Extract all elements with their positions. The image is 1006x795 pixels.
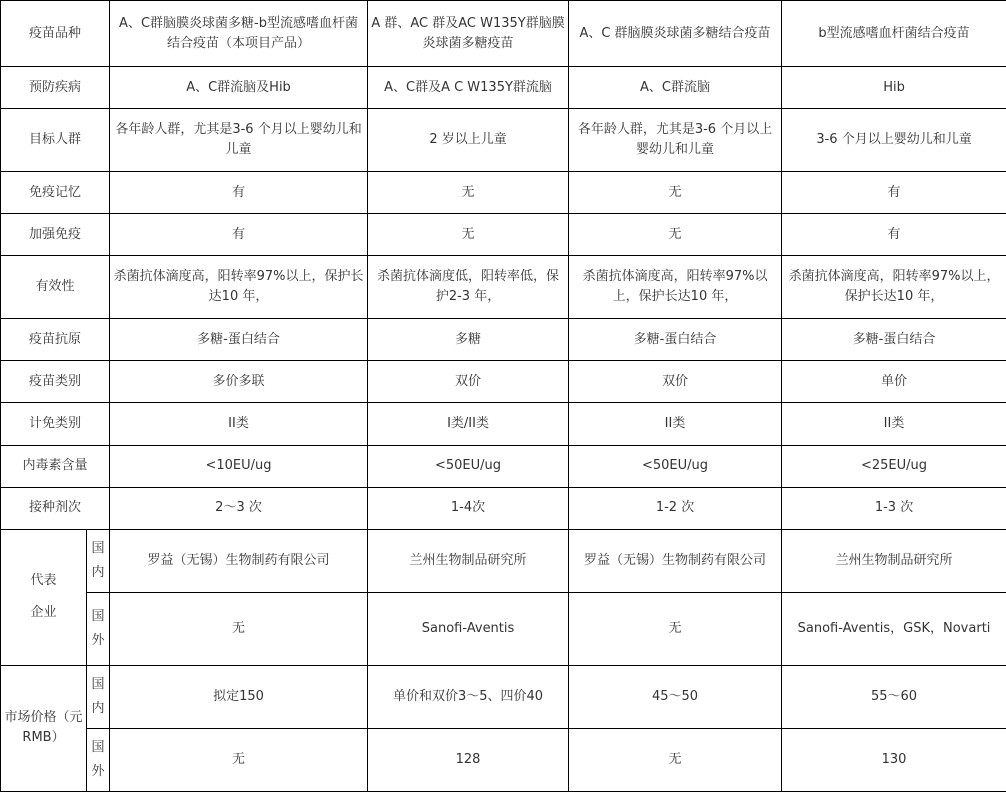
table-cell: I类/II类 bbox=[368, 403, 569, 445]
table-cell: <10EU/ug bbox=[110, 445, 368, 487]
enterprise-label-line1: 代表 bbox=[30, 573, 57, 589]
foreign-label: 国外 bbox=[87, 728, 110, 791]
table-row bbox=[1, 67, 1006, 109]
table-cell: b型流感嗜血杆菌结合疫苗 bbox=[782, 1, 1006, 67]
row-label: 目标人群 bbox=[1, 109, 110, 172]
row-label: 接种剂次 bbox=[1, 487, 110, 529]
foreign-label: 国外 bbox=[87, 592, 110, 665]
domestic-label: 国内 bbox=[87, 665, 110, 728]
table-cell: 128 bbox=[368, 728, 569, 791]
table-cell: <25EU/ug bbox=[782, 445, 1006, 487]
table-cell: II类 bbox=[569, 403, 782, 445]
table-cell: A、C 群脑膜炎球菌多糖结合疫苗 bbox=[569, 1, 782, 67]
table-cell: 罗益（无锡）生物制药有限公司 bbox=[569, 529, 782, 592]
table-row bbox=[1, 109, 1006, 172]
table-cell: 2 岁以上儿童 bbox=[368, 109, 569, 172]
table-cell: 双价 bbox=[569, 361, 782, 403]
row-label: 疫苗抗原 bbox=[1, 319, 110, 361]
table-cell: 有 bbox=[110, 172, 368, 214]
table-cell: Sanofi-Aventis，GSK，Novarti bbox=[782, 592, 1006, 665]
table-row bbox=[1, 256, 1006, 319]
table-cell: 1-2 次 bbox=[569, 487, 782, 529]
table-cell: 多价多联 bbox=[110, 361, 368, 403]
table-cell: 各年龄人群，尤其是3-6 个月以上婴幼儿和儿童 bbox=[110, 109, 368, 172]
row-label: 疫苗品种 bbox=[1, 1, 110, 67]
table-cell: 无 bbox=[569, 172, 782, 214]
table-row-price-domestic bbox=[1, 665, 1006, 728]
table-cell: 单价 bbox=[782, 361, 1006, 403]
table-cell: <50EU/ug bbox=[569, 445, 782, 487]
table-row-enterprise-foreign bbox=[1, 592, 1006, 665]
table-cell: 罗益（无锡）生物制药有限公司 bbox=[110, 529, 368, 592]
table-row bbox=[1, 445, 1006, 487]
table-cell: 无 bbox=[368, 214, 569, 256]
table-cell: 拟定150 bbox=[110, 665, 368, 728]
table-cell: 2～3 次 bbox=[110, 487, 368, 529]
table-cell: 单价和双价3～5、四价40 bbox=[368, 665, 569, 728]
table-row bbox=[1, 319, 1006, 361]
table-cell: 无 bbox=[110, 728, 368, 791]
table-cell: 多糖-蛋白结合 bbox=[110, 319, 368, 361]
table-cell: 无 bbox=[569, 592, 782, 665]
table-cell: A、C群流脑 bbox=[569, 67, 782, 109]
domestic-label: 国内 bbox=[87, 529, 110, 592]
table-row bbox=[1, 214, 1006, 256]
table-cell: 兰州生物制品研究所 bbox=[368, 529, 569, 592]
table-cell: 55～60 bbox=[782, 665, 1006, 728]
table-cell: A 群、AC 群及AC W135Y群脑膜炎球菌多糖疫苗 bbox=[368, 1, 569, 67]
table-cell: <50EU/ug bbox=[368, 445, 569, 487]
row-label: 有效性 bbox=[1, 256, 110, 319]
table-cell: A、C群及A C W135Y群流脑 bbox=[368, 67, 569, 109]
table-cell: A、C群脑膜炎球菌多糖-b型流感嗜血杆菌结合疫苗（本项目产品） bbox=[110, 1, 368, 67]
row-label: 内毒素含量 bbox=[1, 445, 110, 487]
table-cell: 多糖 bbox=[368, 319, 569, 361]
row-label: 疫苗类别 bbox=[1, 361, 110, 403]
table-cell: II类 bbox=[782, 403, 1006, 445]
table-cell: 45～50 bbox=[569, 665, 782, 728]
table-cell: 杀菌抗体滴度高，阳转率97%以上，保护长达10 年， bbox=[569, 256, 782, 319]
table-cell: 无 bbox=[368, 172, 569, 214]
table-cell: 有 bbox=[782, 172, 1006, 214]
table-row bbox=[1, 172, 1006, 214]
table-cell: 多糖-蛋白结合 bbox=[782, 319, 1006, 361]
table-cell: 各年龄人群，尤其是3-6 个月以上婴幼儿和儿童 bbox=[569, 109, 782, 172]
table-cell: 130 bbox=[782, 728, 1006, 791]
table-cell: 杀菌抗体滴度高，阳转率97%以上，保护长达10 年， bbox=[110, 256, 368, 319]
table-row bbox=[1, 403, 1006, 445]
table-cell: 双价 bbox=[368, 361, 569, 403]
table-row bbox=[1, 361, 1006, 403]
table-cell: Sanofi-Aventis bbox=[368, 592, 569, 665]
row-label: 免疫记忆 bbox=[1, 172, 110, 214]
row-label: 计免类别 bbox=[1, 403, 110, 445]
table-cell: A、C群流脑及Hib bbox=[110, 67, 368, 109]
table-row-enterprise-domestic bbox=[1, 529, 1006, 592]
table-cell: 3-6 个月以上婴幼儿和儿童 bbox=[782, 109, 1006, 172]
table-cell: II类 bbox=[110, 403, 368, 445]
enterprise-label bbox=[1, 529, 87, 665]
table-row bbox=[1, 487, 1006, 529]
table-cell: 多糖-蛋白结合 bbox=[569, 319, 782, 361]
table-cell: 兰州生物制品研究所 bbox=[782, 529, 1006, 592]
enterprise-label-line2: 企业 bbox=[30, 605, 57, 621]
table-cell: 杀菌抗体滴度高，阳转率97%以上，保护长达10 年， bbox=[782, 256, 1006, 319]
table-cell: 杀菌抗体滴度低，阳转率低，保护2-3 年， bbox=[368, 256, 569, 319]
price-label: 市场价格（元RMB） bbox=[1, 665, 87, 791]
table-cell: 1-3 次 bbox=[782, 487, 1006, 529]
table-cell: 有 bbox=[110, 214, 368, 256]
row-label: 加强免疫 bbox=[1, 214, 110, 256]
table-cell: 无 bbox=[569, 214, 782, 256]
table-row-price-foreign bbox=[1, 728, 1006, 791]
table-cell: 1-4次 bbox=[368, 487, 569, 529]
row-label: 预防疾病 bbox=[1, 67, 110, 109]
table-cell: 无 bbox=[569, 728, 782, 791]
table-cell: 无 bbox=[110, 592, 368, 665]
table-row-header bbox=[1, 1, 1006, 67]
table-cell: 有 bbox=[782, 214, 1006, 256]
table-cell: Hib bbox=[782, 67, 1006, 109]
